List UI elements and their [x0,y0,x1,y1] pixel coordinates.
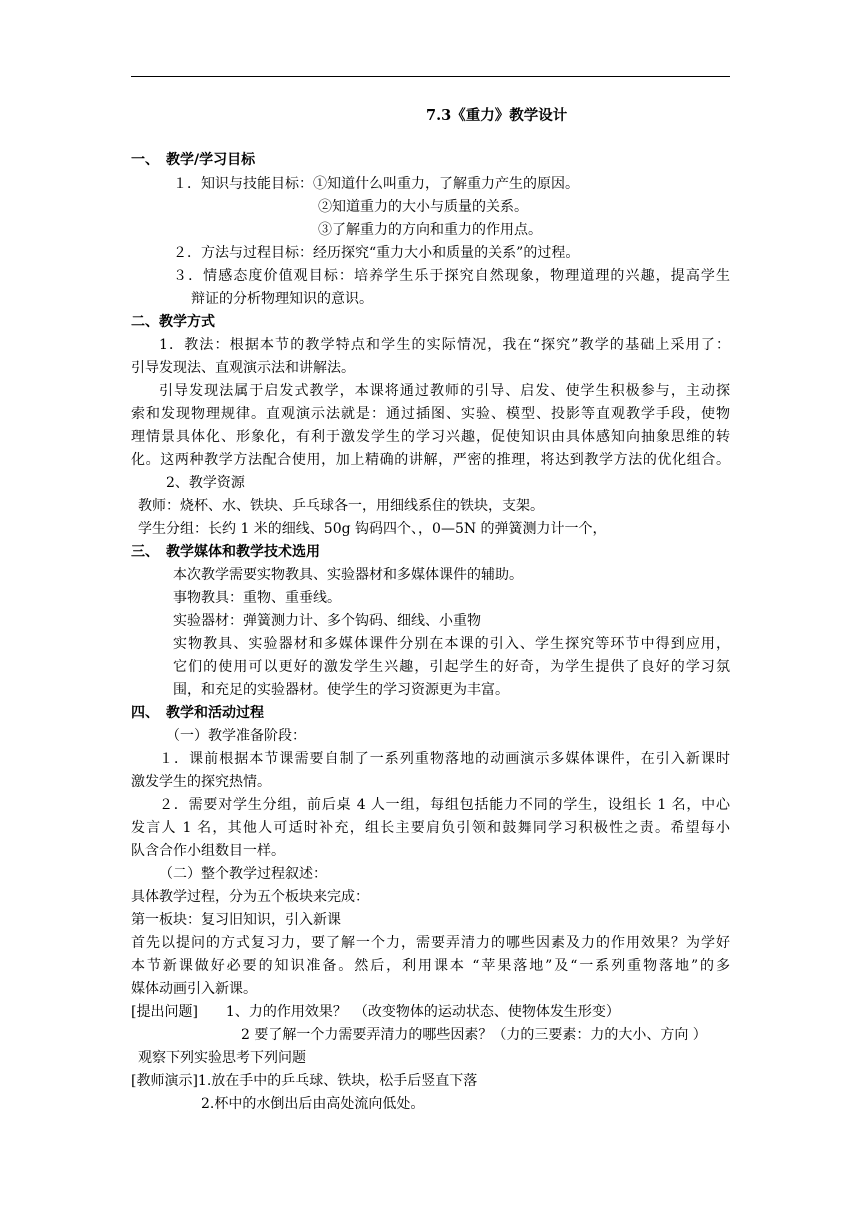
s4-line-10: 首先以提问的方式复习力，要了解一个力，需要弄清力的哪些因素及力的作用效果？为学好 [131,935,730,951]
s2-line-9: 学生分组：长约 1 米的细线、50g 钩码四个、，0—5N 的弹簧测力计一个， [138,521,607,537]
document-title: 7.3《重力》教学设计 [426,107,568,124]
s3-line-4: 实物教具、实验器材和多媒体课件分别在本课的引入、学生探究等环节中得到应用， [173,636,730,652]
s4-line-13: [提出问题] 1、力的作用效果？ （改变物体的运动状态、使物体发生形变） [131,1004,620,1020]
s2-line-5: 理情景具体化、形象化，有利于激发学生的学习兴趣，促使知识由具体感知向抽象思维的转 [131,429,730,445]
s3-line-1: 本次教学需要实物教具、实验器材和多媒体课件的辅助。 [173,567,523,583]
section-heading-2: 二、教学方式 [131,314,215,330]
s4-line-2: １．课前根据本节课需要自制了一系列重物落地的动画演示多媒体课件，在引入新课时 [159,751,730,767]
s1-line-2: ②知道重力的大小与质量的关系。 [318,199,528,215]
s4-line-16: [教师演示]1.放在手中的乒乓球、铁块，松手后竖直下落 [131,1073,478,1089]
header-rule [131,76,730,77]
s1-line-4: ２．方法与过程目标：经历探究“重力大小和质量的关系”的过程。 [173,245,580,261]
s1-line-6: 辩证的分析物理知识的意识。 [191,291,373,307]
s4-line-15: 观察下列实验思考下列问题 [138,1050,306,1066]
s4-line-12: 媒体动画引入新课。 [131,981,257,997]
section-heading-1: 一、 教学/学习目标 [131,152,256,168]
s2-line-2: 引导发现法、直观演示法和讲解法。 [131,360,355,376]
s4-line-9: 第一板块：复习旧知识，引入新课 [131,912,341,928]
s4-line-6: 队含合作小组数目一样。 [131,843,285,859]
s4-line-17: 2.杯中的水倒出后由高处流向低处。 [201,1096,425,1112]
s4-line-1: （一）教学准备阶段： [166,728,306,744]
s1-line-1: １．知识与技能目标：①知道什么叫重力，了解重力产生的原因。 [173,176,579,192]
s3-line-6: 围，和充足的实验器材。使学生的学习资源更为丰富。 [173,682,509,698]
s2-line-4: 索和发现物理规律。直观演示法就是：通过插图、实验、模型、投影等直观教学手段，使物 [131,406,730,422]
section-heading-3: 三、 教学媒体和教学技术选用 [131,544,320,560]
s4-line-4: ２．需要对学生分组，前后桌 4 人一组，每组包括能力不同的学生，设组长 1 名，中心 [159,797,730,813]
s3-line-5: 它们的使用可以更好的激发学生兴趣，引起学生的好奇，为学生提供了良好的学习氛 [173,659,730,675]
s2-line-3: 引导发现法属于启发式教学，本课将通过教师的引导、启发、使学生积极参与，主动探 [159,383,730,399]
s3-line-3: 实验器材：弹簧测力计、多个钩码、细线、小重物 [173,613,481,629]
s2-line-8: 教师：烧杯、水、铁块、乒乓球各一，用细线系住的铁块，支架。 [138,498,544,514]
s4-line-11: 本节新课做好必要的知识准备。然后，利用课本 “苹果落地”及“一系列重物落地”的多 [131,958,730,974]
s2-line-7: 2、教学资源 [166,475,245,491]
section-heading-4: 四、 教学和活动过程 [131,705,264,721]
s3-line-2: 事物教具：重物、重垂线。 [173,590,341,606]
s2-line-6: 化。这两种教学方法配合使用，加上精确的讲解，严密的推理，将达到教学方法的优化组合。 [131,452,730,468]
s1-line-5: ３．情感态度价值观目标：培养学生乐于探究自然现象，物理道理的兴趣，提高学生 [173,268,730,284]
s1-line-3: ③了解重力的方向和重力的作用点。 [318,222,542,238]
s4-line-5: 发言人 1 名，其他人可适时补充，组长主要肩负引领和鼓舞同学习积极性之责。希望每小 [131,820,730,836]
s4-line-8: 具体教学过程，分为五个板块来完成： [131,889,369,905]
s4-line-14: 2 要了解一个力需要弄清力的哪些因素？（力的三要素：力的大小、方向 ） [241,1027,707,1043]
s4-line-7: （二）整个教学过程叙述： [159,866,327,882]
s2-line-1: 1．教法：根据本节的教学特点和学生的实际情况，我在“探究”教学的基础上采用了： [159,337,730,353]
s4-line-3: 激发学生的探究热情。 [131,774,271,790]
